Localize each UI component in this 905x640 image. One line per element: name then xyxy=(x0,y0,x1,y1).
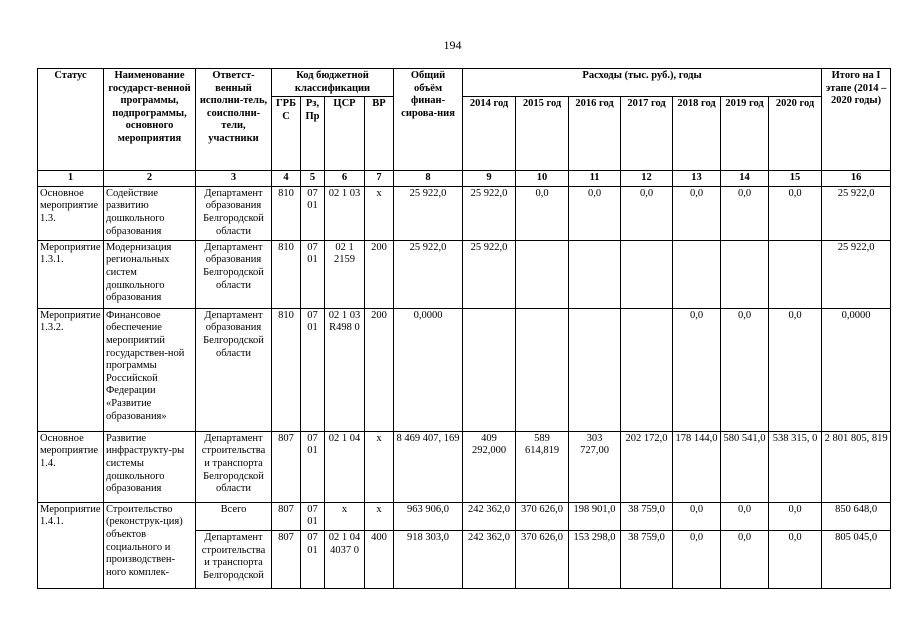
header-expenses: Расходы (тыс. руб.), годы xyxy=(463,69,822,97)
row-responsible: Департамент строительства и транспорта Белгородской xyxy=(196,530,272,588)
row-2017: 38 759,0 xyxy=(621,502,673,530)
row-itogo: 0,0000 xyxy=(822,308,891,431)
row-total: 8 469 407, 169 xyxy=(394,431,463,502)
row-2019: 0,0 xyxy=(721,308,769,431)
row-2016: 198 901,0 xyxy=(569,502,621,530)
header-program-name: Наименование государст-венной программы, подпрограммы, основного мероприятия xyxy=(104,69,196,171)
header-year-2016: 2016 год xyxy=(569,97,621,171)
row-vr: х xyxy=(365,186,394,240)
header-grbs: ГРБ С xyxy=(272,97,301,171)
row-total: 25 922,0 xyxy=(394,186,463,240)
row-vr: 200 xyxy=(365,308,394,431)
row-grbs: 810 xyxy=(272,186,301,240)
row-2014: 242 362,0 xyxy=(463,502,516,530)
row-status: Основное мероприятие 1.4. xyxy=(38,431,104,502)
table-row xyxy=(38,240,891,308)
header-year-2014: 2014 год xyxy=(463,97,516,171)
row-total: 918 303,0 xyxy=(394,530,463,588)
column-number: 4 xyxy=(272,171,301,187)
row-csr: 02 1 03 R498 0 xyxy=(325,308,365,431)
row-2020 xyxy=(769,240,822,308)
row-csr: 02 1 04 4037 0 xyxy=(325,530,365,588)
row-vr: 200 xyxy=(365,240,394,308)
header-vr: ВР xyxy=(365,97,394,171)
row-2015: 0,0 xyxy=(516,186,569,240)
page-number: 194 xyxy=(443,38,462,52)
row-2014: 409 292,000 xyxy=(463,431,516,502)
column-number: 5 xyxy=(301,171,325,187)
row-2019: 0,0 xyxy=(721,186,769,240)
column-number: 1 xyxy=(38,171,104,187)
row-csr: х xyxy=(325,502,365,530)
row-2017: 0,0 xyxy=(621,186,673,240)
header-rzpr: Рз, Пр xyxy=(301,97,325,171)
row-rzpr: 07 01 xyxy=(301,502,325,530)
row-grbs: 807 xyxy=(272,431,301,502)
column-number: 8 xyxy=(394,171,463,187)
row-2018: 178 144,0 xyxy=(673,431,721,502)
row-2014: 25 922,0 xyxy=(463,186,516,240)
row-2018 xyxy=(673,240,721,308)
column-number: 3 xyxy=(196,171,272,187)
column-number: 9 xyxy=(463,171,516,187)
header-year-2020: 2020 год xyxy=(769,97,822,171)
table-row xyxy=(38,431,891,502)
row-name: Модернизация региональных систем дошкольного образования xyxy=(104,240,196,308)
row-2020: 0,0 xyxy=(769,308,822,431)
row-2020: 0,0 xyxy=(769,186,822,240)
row-vr: х xyxy=(365,502,394,530)
row-rzpr: 07 01 xyxy=(301,530,325,588)
row-2014 xyxy=(463,308,516,431)
column-number: 13 xyxy=(673,171,721,187)
row-2016: 0,0 xyxy=(569,186,621,240)
row-2019: 580 541,0 xyxy=(721,431,769,502)
row-2014: 242 362,0 xyxy=(463,530,516,588)
column-number: 14 xyxy=(721,171,769,187)
row-rzpr: 07 01 xyxy=(301,186,325,240)
row-grbs: 810 xyxy=(272,308,301,431)
row-2020: 0,0 xyxy=(769,530,822,588)
row-name: Развитие инфраструкту-ры системы дошкольного образования xyxy=(104,431,196,502)
column-number: 6 xyxy=(325,171,365,187)
header-budget-code: Код бюджетной классификации xyxy=(272,69,394,97)
row-2015 xyxy=(516,240,569,308)
header-total-volume: Общий объём финан-сирова-ния xyxy=(394,69,463,171)
row-2017: 38 759,0 xyxy=(621,530,673,588)
row-grbs: 810 xyxy=(272,240,301,308)
column-number: 10 xyxy=(516,171,569,187)
row-2016: 303 727,00 xyxy=(569,431,621,502)
row-responsible: Всего xyxy=(196,502,272,530)
row-2016 xyxy=(569,308,621,431)
row-responsible: Департамент строительства и транспорта Белгородской области xyxy=(196,431,272,502)
budget-table xyxy=(37,68,891,589)
header-responsible: Ответст-венный исполни-тель, соисполни-тели, участники xyxy=(196,69,272,171)
row-2018: 0,0 xyxy=(673,308,721,431)
table-row xyxy=(38,308,891,431)
header-itogo: Итого на I этапе (2014 – 2020 годы) xyxy=(822,69,891,171)
row-2014: 25 922,0 xyxy=(463,240,516,308)
row-vr: х xyxy=(365,431,394,502)
row-2015: 370 626,0 xyxy=(516,502,569,530)
row-rzpr: 07 01 xyxy=(301,431,325,502)
row-itogo: 805 045,0 xyxy=(822,530,891,588)
row-2016 xyxy=(569,240,621,308)
column-number-row xyxy=(38,171,891,187)
column-number: 16 xyxy=(822,171,891,187)
row-2018: 0,0 xyxy=(673,530,721,588)
row-grbs: 807 xyxy=(272,530,301,588)
header-year-2015: 2015 год xyxy=(516,97,569,171)
row-2017: 202 172,0 xyxy=(621,431,673,502)
row-2019: 0,0 xyxy=(721,502,769,530)
row-2018: 0,0 xyxy=(673,186,721,240)
row-name: Финансовое обеспечение мероприятий государствен-ной программы Российской Федерации «Развитие образования» xyxy=(104,308,196,431)
row-name: Строительство (реконструк-ция) объектов социального и производствен-ного комплек- xyxy=(104,502,196,588)
row-2015 xyxy=(516,308,569,431)
header-year-2019: 2019 год xyxy=(721,97,769,171)
row-2015: 589 614,819 xyxy=(516,431,569,502)
header-year-2018: 2018 год xyxy=(673,97,721,171)
row-itogo: 2 801 805, 819 xyxy=(822,431,891,502)
row-status: Мероприятие 1.3.2. xyxy=(38,308,104,431)
row-responsible: Департамент образования Белгородской области xyxy=(196,186,272,240)
row-2016: 153 298,0 xyxy=(569,530,621,588)
row-2020: 0,0 xyxy=(769,502,822,530)
row-itogo: 25 922,0 xyxy=(822,240,891,308)
header-status: Статус xyxy=(38,69,104,171)
row-rzpr: 07 01 xyxy=(301,308,325,431)
row-total: 0,0000 xyxy=(394,308,463,431)
row-2019: 0,0 xyxy=(721,530,769,588)
row-status: Мероприятие 1.3.1. xyxy=(38,240,104,308)
row-responsible: Департамент образования Белгородской области xyxy=(196,240,272,308)
table-row xyxy=(38,186,891,240)
row-2015: 370 626,0 xyxy=(516,530,569,588)
header-csr: ЦСР xyxy=(325,97,365,171)
row-2019 xyxy=(721,240,769,308)
row-grbs: 807 xyxy=(272,502,301,530)
row-vr: 400 xyxy=(365,530,394,588)
row-responsible: Департамент образования Белгородской области xyxy=(196,308,272,431)
row-status: Основное мероприятие 1.3. xyxy=(38,186,104,240)
row-status: Мероприятие 1.4.1. xyxy=(38,502,104,588)
row-2018: 0,0 xyxy=(673,502,721,530)
row-itogo: 25 922,0 xyxy=(822,186,891,240)
row-csr: 02 1 04 xyxy=(325,431,365,502)
row-2017 xyxy=(621,308,673,431)
row-total: 25 922,0 xyxy=(394,240,463,308)
column-number: 15 xyxy=(769,171,822,187)
row-csr: 02 1 2159 xyxy=(325,240,365,308)
column-number: 7 xyxy=(365,171,394,187)
row-name: Содействие развитию дошкольного образования xyxy=(104,186,196,240)
row-total: 963 906,0 xyxy=(394,502,463,530)
row-2017 xyxy=(621,240,673,308)
column-number: 2 xyxy=(104,171,196,187)
row-2020: 538 315, 0 xyxy=(769,431,822,502)
row-itogo: 850 648,0 xyxy=(822,502,891,530)
row-csr: 02 1 03 xyxy=(325,186,365,240)
column-number: 12 xyxy=(621,171,673,187)
header-year-2017: 2017 год xyxy=(621,97,673,171)
row-rzpr: 07 01 xyxy=(301,240,325,308)
table-row xyxy=(38,502,891,530)
column-number: 11 xyxy=(569,171,621,187)
